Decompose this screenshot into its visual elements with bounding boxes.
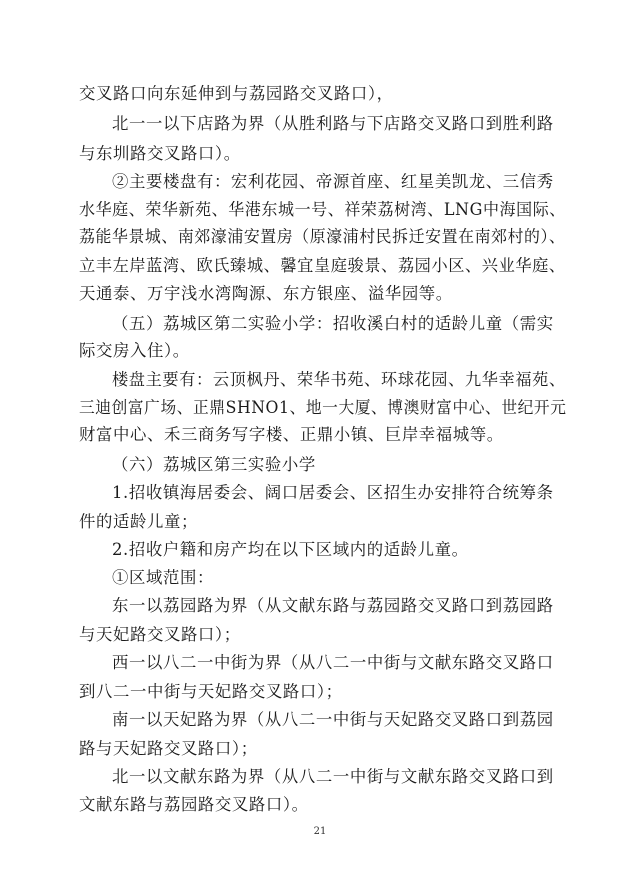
page-number: 21	[313, 826, 327, 837]
text-line: 立丰左岸蓝湾、欧氏臻城、馨宜皇庭骏景、荔园小区、兴业华庭、	[79, 256, 566, 275]
text-line: 三迪创富广场、正鼎SHNO1、地一大厦、博澳财富中心、世纪开元	[79, 398, 567, 417]
text-line: 西一以八二一中街为界（从八二一中街与文献东路交叉路口	[112, 653, 554, 672]
text-line: 天通泰、万宇浅水湾陶源、东方银座、溢华园等。	[79, 284, 453, 303]
text-line: 水华庭、荣华新苑、华港东城一号、祥荣荔树湾、LNG中海国际、	[79, 200, 566, 219]
text-line: ①区域范围：	[112, 568, 214, 587]
text-line: （五）荔城区第二实验小学：招收溪白村的适龄儿童（需实	[112, 314, 554, 333]
text-line: 2.招收户籍和房产均在以下区域内的适龄儿童。	[112, 540, 469, 559]
text-line: 1.招收镇海居委会、阔口居委会、区招生办安排符合统筹条	[112, 483, 554, 502]
watermark	[470, 860, 620, 870]
text-line: 北一一以下店路为界（从胜利路与下店路交叉路口到胜利路	[112, 114, 554, 133]
text-line: 与天妃路交叉路口）；	[79, 625, 241, 644]
text-line: 件的适龄儿童；	[79, 512, 198, 531]
text-line: 与东圳路交叉路口）。	[79, 144, 241, 163]
text-line: 南一以天妃路为界（从八二一中街与天妃路交叉路口到荔园	[112, 710, 554, 729]
text-line: 交叉路口向东延伸到与荔园路交叉路口），	[79, 84, 394, 103]
text-line: 东一以荔园路为界（从文献东路与荔园路交叉路口到荔园路	[112, 596, 554, 615]
section-heading: （六）荔城区第三实验小学	[112, 455, 316, 474]
text-line: 北一以文献东路为界（从八二一中街与文献东路交叉路口到	[112, 767, 554, 786]
text-line: 楼盘主要有：云顶枫丹、荣华书苑、环球花园、九华幸福苑、	[112, 370, 566, 389]
text-line: 财富中心、禾三商务写字楼、正鼎小镇、巨岸幸福城等。	[79, 425, 504, 444]
text-line: 文献东路与荔园路交叉路口）。	[79, 795, 309, 814]
text-line: 路与天妃路交叉路口）；	[79, 739, 258, 758]
text-line: 到八二一中街与天妃路交叉路口）；	[79, 682, 343, 701]
text-line: 荔能华景城、南郊濠浦安置房（原濠浦村民拆迁安置在南郊村的）、	[79, 227, 566, 246]
text-line: ②主要楼盘有：宏利花园、帝源首座、红星美凯龙、三信秀	[112, 172, 554, 191]
text-line: 际交房入住）。	[79, 341, 190, 360]
